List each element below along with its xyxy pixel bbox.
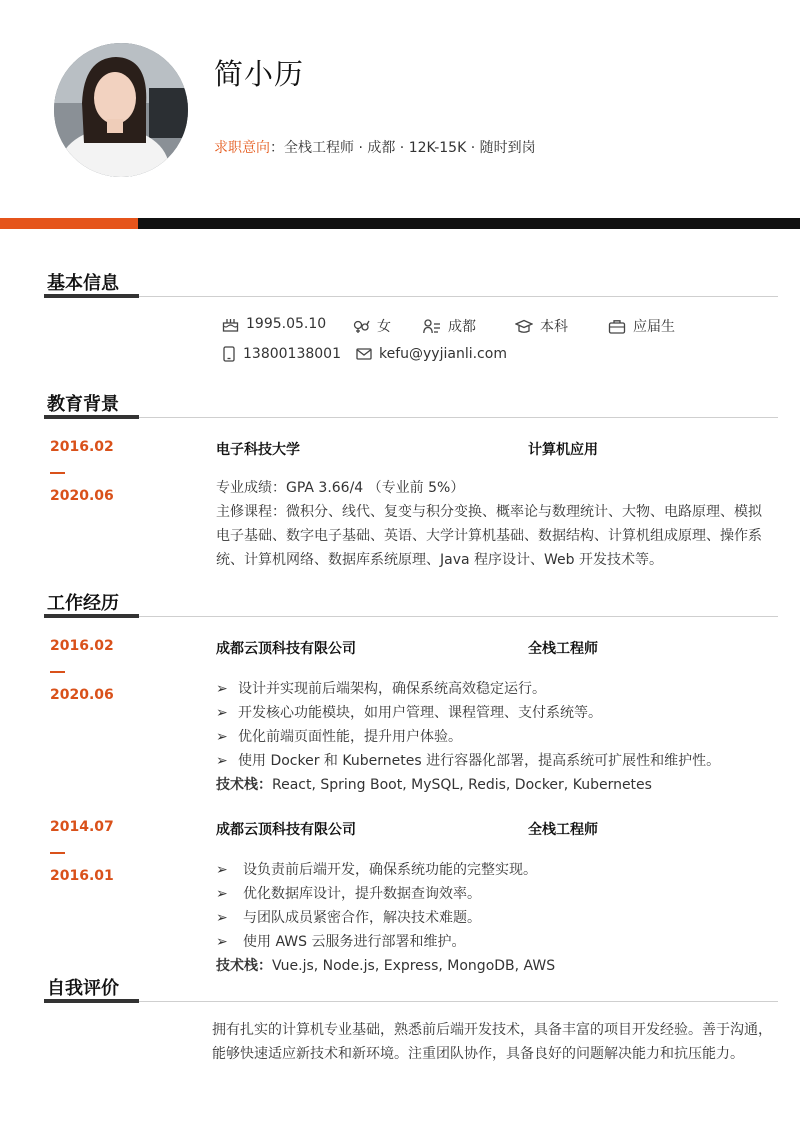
- briefcase-icon: [608, 319, 626, 334]
- job-start-date: 2016.02: [50, 638, 114, 654]
- job-end-date: 2016.01: [50, 868, 114, 884]
- bullet-arrow-icon: ➢: [216, 681, 228, 697]
- section-divider: [139, 417, 778, 418]
- degree-value: 本科: [540, 319, 568, 335]
- section-title-education: 教育背景: [47, 394, 119, 415]
- mail-icon: [356, 347, 372, 361]
- info-phone: [222, 346, 341, 362]
- info-email: [356, 346, 507, 362]
- job-intent-text: ：全栈工程师 · 成都 · 12K-15K · 随时到岗: [270, 140, 536, 156]
- job-bullet: [216, 859, 537, 879]
- section-title-basic: 基本信息: [47, 273, 119, 294]
- bullet-arrow-icon: ➢: [216, 886, 228, 902]
- edu-courses: 主修课程：微积分、线代、复变与积分变换、概率论与数理统计、大物、电路原理、模拟电子基础、数字电子基础、英语、大学计算机基础、数据结构、计算机组成原理、操作系统、计算机网络、数据库系统原理、Java 程序设计、Web 开发技术等。: [216, 504, 762, 568]
- tech-stack: [216, 955, 555, 975]
- cake-icon: [222, 317, 239, 332]
- phone-icon: [222, 346, 236, 362]
- city-value: 成都: [448, 319, 476, 335]
- self-evaluation-text: 拥有扎实的计算机专业基础，熟悉前后端开发技术，具备丰富的项目开发经验。善于沟通，能够快速适应新技术和新环境。注重团队协作，具备良好的问题解决能力和抗压能力。: [212, 1022, 772, 1062]
- info-gender: [353, 316, 391, 336]
- school-name: 电子科技大学: [216, 442, 300, 458]
- info-city: [423, 316, 476, 336]
- section-title-self: 自我评价: [47, 978, 119, 999]
- birthday-value: 1995.05.10: [246, 316, 327, 332]
- job-bullet: [216, 702, 602, 722]
- info-status: [608, 316, 675, 336]
- section-underline: [44, 415, 139, 419]
- bullet-arrow-icon: ➢: [216, 910, 228, 926]
- tech-stack: [216, 774, 652, 794]
- edu-start-date: 2016.02: [50, 439, 114, 455]
- job-bullet: [216, 726, 462, 746]
- email-value: kefu@yyjianli.com: [379, 346, 507, 362]
- bullet-text: 设负责前后端开发，确保系统功能的完整实现。: [243, 862, 537, 878]
- graduation-cap-icon: [515, 319, 533, 334]
- info-birthday: [222, 316, 326, 332]
- bullet-arrow-icon: ➢: [216, 934, 228, 950]
- tech-stack-value: Vue.js, Node.js, Express, MongoDB, AWS: [272, 958, 556, 974]
- date-separator: [50, 472, 65, 474]
- edu-score: 专业成绩：GPA 3.66/4 （专业前 5%）: [216, 480, 465, 496]
- job-start-date: 2014.07: [50, 819, 114, 835]
- job-bullet: [216, 678, 546, 698]
- header-dark-bar: [138, 218, 800, 229]
- section-underline: [44, 614, 139, 618]
- company-name: 成都云顶科技有限公司: [216, 822, 356, 838]
- company-name: 成都云顶科技有限公司: [216, 641, 356, 657]
- candidate-name: 简小历: [214, 57, 305, 91]
- section-divider: [139, 616, 778, 617]
- header-accent-bar: [0, 218, 138, 229]
- tech-stack-label: 技术栈：: [216, 777, 272, 793]
- date-separator: [50, 852, 65, 854]
- bullet-text: 优化数据库设计，提升数据查询效率。: [243, 886, 481, 902]
- avatar-photo: [54, 43, 188, 177]
- gender-icon: [353, 319, 370, 334]
- avatar: [54, 43, 188, 177]
- job-intent: [214, 137, 536, 157]
- job-bullet: [216, 907, 481, 927]
- bullet-text: 与团队成员紧密合作，解决技术难题。: [243, 910, 481, 926]
- section-divider: [139, 1001, 778, 1002]
- user-list-icon: [423, 319, 441, 334]
- job-bullet: [216, 883, 481, 903]
- tech-stack-value: React, Spring Boot, MySQL, Redis, Docker, Kubernetes: [272, 777, 652, 793]
- bullet-arrow-icon: ➢: [216, 705, 228, 721]
- info-degree: [515, 316, 568, 336]
- bullet-text: 使用 Docker 和 Kubernetes 进行容器化部署，提高系统可扩展性和维护性。: [238, 753, 721, 769]
- job-bullet: [216, 931, 465, 951]
- section-underline: [44, 999, 139, 1003]
- job-intent-label: 求职意向: [214, 140, 270, 156]
- job-role: 全栈工程师: [528, 822, 598, 838]
- section-title-work: 工作经历: [47, 593, 119, 614]
- bullet-text: 设计并实现前后端架构，确保系统高效稳定运行。: [238, 681, 546, 697]
- major-name: 计算机应用: [528, 442, 598, 458]
- job-role: 全栈工程师: [528, 641, 598, 657]
- date-separator: [50, 671, 65, 673]
- phone-value: 13800138001: [243, 346, 341, 362]
- job-end-date: 2020.06: [50, 687, 114, 703]
- section-divider: [139, 296, 778, 297]
- tech-stack-label: 技术栈：: [216, 958, 272, 974]
- edu-end-date: 2020.06: [50, 488, 114, 504]
- bullet-text: 使用 AWS 云服务进行部署和维护。: [243, 934, 466, 950]
- job-bullet: [216, 750, 720, 770]
- status-value: 应届生: [633, 319, 675, 335]
- bullet-text: 开发核心功能模块，如用户管理、课程管理、支付系统等。: [238, 705, 602, 721]
- bullet-text: 优化前端页面性能，提升用户体验。: [238, 729, 462, 745]
- bullet-arrow-icon: ➢: [216, 862, 228, 878]
- bullet-arrow-icon: ➢: [216, 729, 228, 745]
- section-underline: [44, 294, 139, 298]
- gender-value: 女: [377, 319, 391, 335]
- bullet-arrow-icon: ➢: [216, 753, 228, 769]
